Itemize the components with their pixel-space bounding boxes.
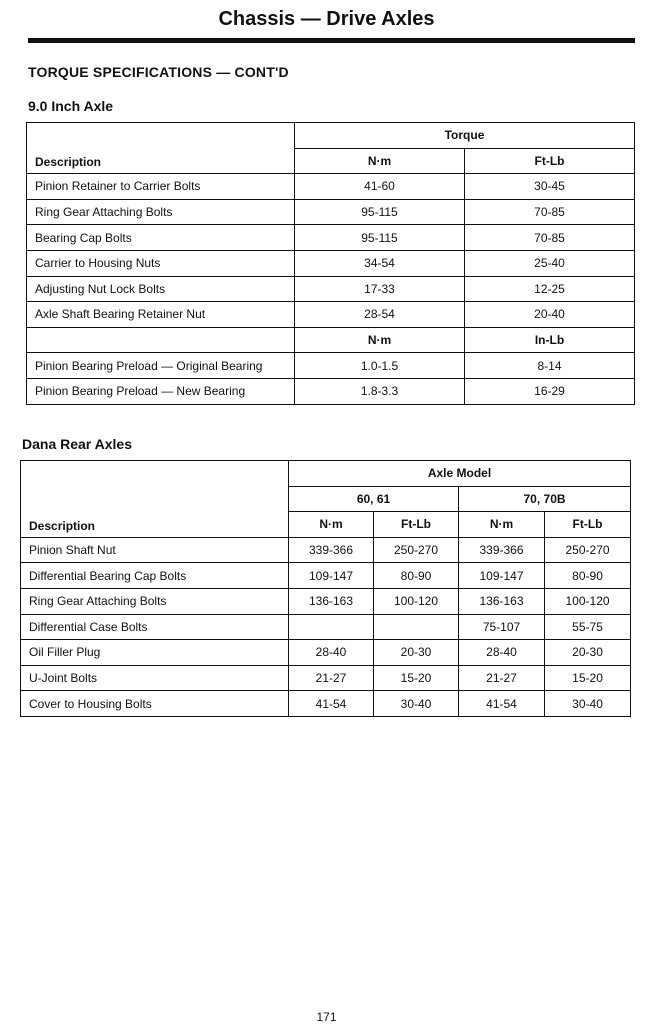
- axle-9in-table: [26, 122, 635, 405]
- table-row: [27, 276, 635, 302]
- row-value: 250-270: [374, 537, 459, 563]
- table-row: [27, 378, 635, 404]
- row-value: 75-107: [459, 614, 545, 640]
- row-value: 28-40: [289, 640, 374, 666]
- table-row: [27, 353, 635, 379]
- row-description: Pinion Retainer to Carrier Bolts: [27, 174, 295, 200]
- model-70-70b-header: 70, 70B: [459, 486, 631, 512]
- row-value-nm: 34-54: [295, 250, 465, 276]
- table-row: [21, 537, 631, 563]
- unit-header-inlb: In-Lb: [465, 327, 635, 353]
- row-value-nm: 17-33: [295, 276, 465, 302]
- row-value: 15-20: [545, 665, 631, 691]
- table-row: [27, 123, 635, 149]
- section-heading: TORQUE SPECIFICATIONS — CONT'D: [28, 64, 289, 80]
- description-header: Description: [21, 461, 289, 538]
- row-value: 30-40: [374, 691, 459, 717]
- table-row: [21, 640, 631, 666]
- row-value-nm: 95-115: [295, 199, 465, 225]
- unit-header-ftlb: Ft-Lb: [374, 512, 459, 538]
- axle-model-header: Axle Model: [289, 461, 631, 487]
- row-value-inlb: 16-29: [465, 378, 635, 404]
- row-value: 21-27: [459, 665, 545, 691]
- row-description: Bearing Cap Bolts: [27, 225, 295, 251]
- row-value: 109-147: [459, 563, 545, 589]
- empty-cell: [27, 327, 295, 353]
- table-row: [27, 225, 635, 251]
- table-row: [21, 588, 631, 614]
- axle-9in-heading: 9.0 Inch Axle: [28, 98, 114, 114]
- model-60-61-header: 60, 61: [289, 486, 459, 512]
- row-value-ftlb: 30-45: [465, 174, 635, 200]
- page-title: Chassis — Drive Axles: [218, 8, 435, 30]
- row-value: 100-120: [545, 588, 631, 614]
- row-description: Pinion Shaft Nut: [21, 537, 289, 563]
- description-header: Description: [27, 123, 295, 174]
- page-number: 171: [316, 1010, 337, 1024]
- row-value: 136-163: [289, 588, 374, 614]
- row-value: 30-40: [545, 691, 631, 717]
- row-value-ftlb: 20-40: [465, 302, 635, 328]
- unit-header-nm: N·m: [459, 512, 545, 538]
- row-value-ftlb: 70-85: [465, 199, 635, 225]
- row-description: Pinion Bearing Preload — Original Bearing: [27, 353, 295, 379]
- table-row: [27, 250, 635, 276]
- row-value: 20-30: [545, 640, 631, 666]
- row-description: Ring Gear Attaching Bolts: [27, 199, 295, 225]
- row-description: Cover to Housing Bolts: [21, 691, 289, 717]
- row-value: 28-40: [459, 640, 545, 666]
- table-row: [21, 461, 631, 487]
- dana-table: [20, 460, 631, 717]
- table-row: [27, 327, 635, 353]
- table-row: [27, 302, 635, 328]
- unit-header-ftlb: Ft-Lb: [545, 512, 631, 538]
- torque-header: Torque: [295, 123, 635, 149]
- row-value-nm: 1.0-1.5: [295, 353, 465, 379]
- row-value: 41-54: [289, 691, 374, 717]
- row-value: 80-90: [374, 563, 459, 589]
- row-value: 21-27: [289, 665, 374, 691]
- row-description: Pinion Bearing Preload — New Bearing: [27, 378, 295, 404]
- row-value: 100-120: [374, 588, 459, 614]
- row-value: 41-54: [459, 691, 545, 717]
- row-description: Oil Filler Plug: [21, 640, 289, 666]
- row-value-ftlb: 12-25: [465, 276, 635, 302]
- row-value: 136-163: [459, 588, 545, 614]
- row-value: 15-20: [374, 665, 459, 691]
- row-value: 20-30: [374, 640, 459, 666]
- unit-header-nm: N·m: [295, 148, 465, 174]
- table-row: [21, 614, 631, 640]
- row-description: Differential Bearing Cap Bolts: [21, 563, 289, 589]
- row-value: 339-366: [459, 537, 545, 563]
- unit-header-nm: N·m: [289, 512, 374, 538]
- row-value: 80-90: [545, 563, 631, 589]
- row-description: Adjusting Nut Lock Bolts: [27, 276, 295, 302]
- table-row: [27, 174, 635, 200]
- row-value: 250-270: [545, 537, 631, 563]
- row-value: [374, 614, 459, 640]
- unit-header-ftlb: Ft-Lb: [465, 148, 635, 174]
- row-value-ftlb: 25-40: [465, 250, 635, 276]
- row-description: Axle Shaft Bearing Retainer Nut: [27, 302, 295, 328]
- dana-heading: Dana Rear Axles: [22, 436, 132, 452]
- row-description: Ring Gear Attaching Bolts: [21, 588, 289, 614]
- row-value: 109-147: [289, 563, 374, 589]
- table-row: [27, 199, 635, 225]
- row-value-nm: 95-115: [295, 225, 465, 251]
- row-value-inlb: 8-14: [465, 353, 635, 379]
- row-value: 55-75: [545, 614, 631, 640]
- row-value-nm: 28-54: [295, 302, 465, 328]
- row-description: Differential Case Bolts: [21, 614, 289, 640]
- table-row: [21, 691, 631, 717]
- row-value: [289, 614, 374, 640]
- table-row: [21, 665, 631, 691]
- row-value-nm: 1.8-3.3: [295, 378, 465, 404]
- header-rule: [28, 38, 635, 43]
- row-value-nm: 41-60: [295, 174, 465, 200]
- row-description: U-Joint Bolts: [21, 665, 289, 691]
- row-value-ftlb: 70-85: [465, 225, 635, 251]
- unit-header-nm: N·m: [295, 327, 465, 353]
- row-description: Carrier to Housing Nuts: [27, 250, 295, 276]
- row-value: 339-366: [289, 537, 374, 563]
- table-row: [21, 563, 631, 589]
